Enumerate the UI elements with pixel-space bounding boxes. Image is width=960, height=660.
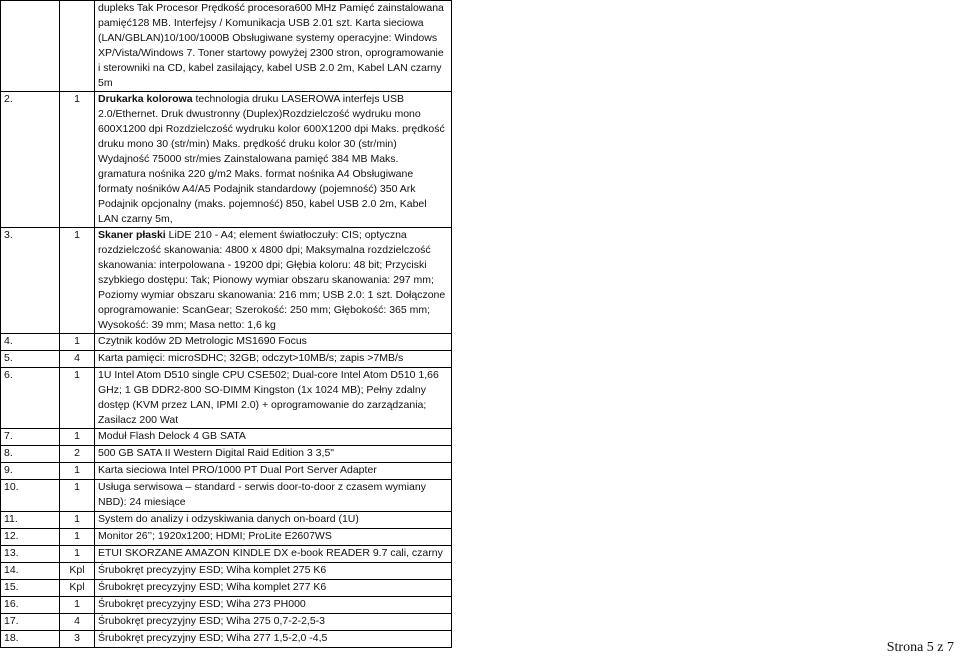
row-description <box>95 351 452 368</box>
row-description <box>95 614 452 631</box>
row-description-text: technologia druku LASEROWA interfejs USB 2.0/Ethernet. Druk dwustronny (Duplex)Rozdzielczość wydruku mono 600X1200 dpi Rozdzielczość wydruku kolor 600X1200 dpi Maks. prędkość druku mono 30 (str/min) Maks. prędkość druku kolor 30 (str/min) Wydajność 75000 str/mies Zainstalowana pamięć 384 MB Maks. gramatura nośnika 220 g/m2 Maks. format nośnika A4 Obsługiwane formaty nośników A4/A5 Podajnik standardowy (pojemność) 350 Ark Podajnik opcjonalny (maks. pojemność) 850, kabel USB 2.0 2m, Kabel LAN czarny 5m, <box>98 93 445 225</box>
row-description-text: Śrubokręt precyzyjny ESD; Wiha komplet 277 K6 <box>98 581 327 593</box>
row-description <box>95 631 452 648</box>
table-row <box>1 429 452 446</box>
row-description <box>95 580 452 597</box>
row-description <box>95 228 452 334</box>
row-description-bold: Drukarka kolorowa <box>98 93 193 105</box>
row-number: 3. <box>1 228 60 334</box>
table-row <box>1 614 452 631</box>
row-number: 10. <box>1 480 60 512</box>
table-row <box>1 546 452 563</box>
table-row <box>1 1 452 92</box>
row-description-text: 1U Intel Atom D510 single CPU CSE502; Dual-core Intel Atom D510 1,66 GHz; 1 GB DDR2-800 SO-DIMM Kingston (1x 1024 MB); Pełny zdalny dostęp (KVM przez LAN, IPMI 2.0) + oprogramowanie do zarządzania; Zasilacz 200 Wat <box>98 369 439 426</box>
row-number: 9. <box>1 463 60 480</box>
table-row <box>1 563 452 580</box>
row-quantity: Kpl <box>60 580 95 597</box>
row-description-text: 500 GB SATA II Western Digital Raid Edition 3 3,5" <box>98 447 335 459</box>
row-quantity: 2 <box>60 446 95 463</box>
row-number: 8. <box>1 446 60 463</box>
table-row <box>1 351 452 368</box>
row-description <box>95 334 452 351</box>
row-quantity: 4 <box>60 351 95 368</box>
table-row <box>1 446 452 463</box>
row-description <box>95 480 452 512</box>
row-description <box>95 597 452 614</box>
row-number: 14. <box>1 563 60 580</box>
row-number: 11. <box>1 512 60 529</box>
table-row <box>1 512 452 529</box>
row-description-text: Śrubokręt precyzyjny ESD; Wiha 277 1,5-2,0 -4,5 <box>98 632 328 644</box>
row-description-text: Monitor 26’’; 1920x1200; HDMI; ProLite E2607WS <box>98 530 332 542</box>
row-description-text: System do analizy i odzyskiwania danych on-board (1U) <box>98 513 359 525</box>
row-quantity: Kpl <box>60 563 95 580</box>
row-number: 16. <box>1 597 60 614</box>
row-description-text: Śrubokręt precyzyjny ESD; Wiha 273 PH000 <box>98 598 306 610</box>
row-number: 13. <box>1 546 60 563</box>
row-description <box>95 446 452 463</box>
row-quantity: 1 <box>60 529 95 546</box>
row-number: 4. <box>1 334 60 351</box>
row-description-text: Usługa serwisowa – standard - serwis door-to-door z czasem wymiany NBD): 24 miesiące <box>98 481 426 508</box>
row-description-text: ETUI SKORZANE AMAZON KINDLE DX e-book READER 9.7 cali, czarny <box>98 547 443 559</box>
table-row <box>1 480 452 512</box>
row-description-text: Śrubokręt precyzyjny ESD; Wiha komplet 275 K6 <box>98 564 327 576</box>
row-number: 6. <box>1 368 60 429</box>
row-number: 7. <box>1 429 60 446</box>
table-row <box>1 580 452 597</box>
row-quantity: 1 <box>60 597 95 614</box>
row-description-text: Śrubokręt precyzyjny ESD; Wiha 275 0,7-2-2,5-3 <box>98 615 326 627</box>
row-quantity: 4 <box>60 614 95 631</box>
specification-table <box>0 0 452 648</box>
row-description <box>95 463 452 480</box>
table-row <box>1 597 452 614</box>
row-description <box>95 368 452 429</box>
page-number: Strona 5 z 7 <box>886 640 954 655</box>
row-description-text: LiDE 210 - A4; element światłoczuły: CIS; optyczna rozdzielczość skanowania: 4800 x 4800 dpi; Maksymalna rozdzielczość skanowania: interpolowana - 19200 dpi; Głębia koloru: 48 bit; Przyciski szybkiego dostępu: Tak; Pionowy wymiar obszaru skanowania: 297 mm; Poziomy wymiar obszaru skanowania: 216 mm; USB 2.0: 1 szt. Dołączone oprogramowanie: ScanGear; Szerokość: 250 mm; Głębokość: 365 mm; Wysokość: 39 mm; Masa netto: 1,6 kg <box>98 229 446 331</box>
table-row <box>1 529 452 546</box>
row-description-text: Karta sieciowa Intel PRO/1000 PT Dual Port Server Adapter <box>98 464 377 476</box>
row-description <box>95 429 452 446</box>
table-row <box>1 228 452 334</box>
row-description <box>95 529 452 546</box>
row-description <box>95 512 452 529</box>
row-quantity: 1 <box>60 463 95 480</box>
row-number: 15. <box>1 580 60 597</box>
row-number <box>1 1 60 92</box>
row-description <box>95 546 452 563</box>
row-quantity: 1 <box>60 92 95 228</box>
row-description-text: Karta pamięci: microSDHC; 32GB; odczyt>10MB/s; zapis >7MB/s <box>98 352 404 364</box>
row-number: 18. <box>1 631 60 648</box>
row-description <box>95 92 452 228</box>
row-description-bold: Skaner płaski <box>98 229 166 241</box>
row-quantity: 1 <box>60 546 95 563</box>
row-quantity: 1 <box>60 512 95 529</box>
row-quantity: 1 <box>60 334 95 351</box>
row-quantity: 1 <box>60 480 95 512</box>
row-number: 17. <box>1 614 60 631</box>
row-quantity: 1 <box>60 228 95 334</box>
table-row <box>1 92 452 228</box>
row-description-text: Czytnik kodów 2D Metrologic MS1690 Focus <box>98 335 307 347</box>
table-row <box>1 334 452 351</box>
row-description <box>95 563 452 580</box>
table-row <box>1 631 452 648</box>
row-number: 12. <box>1 529 60 546</box>
row-number: 2. <box>1 92 60 228</box>
row-description <box>95 1 452 92</box>
row-quantity: 1 <box>60 368 95 429</box>
row-description-text: dupleks Tak Procesor Prędkość procesora600 MHz Pamięć zainstalowana pamięć128 MB. Interfejsy / Komunikacja USB 2.01 szt. Karta sieciowa (LAN/GBLAN)10/100/1000B Obsługiwane systemy operacyjne: Windows XP/Vista/Windows 7. Toner startowy powyżej 2300 stron, oprogramowanie i sterowniki na CD, kabel zasilający, kabel USB 2.0 2m, Kabel LAN czarny 5m <box>98 2 444 89</box>
row-description-text: Moduł Flash Delock 4 GB SATA <box>98 430 246 442</box>
row-quantity: 1 <box>60 429 95 446</box>
table-row <box>1 368 452 429</box>
row-number: 5. <box>1 351 60 368</box>
row-quantity: 3 <box>60 631 95 648</box>
row-quantity <box>60 1 95 92</box>
table-row <box>1 463 452 480</box>
